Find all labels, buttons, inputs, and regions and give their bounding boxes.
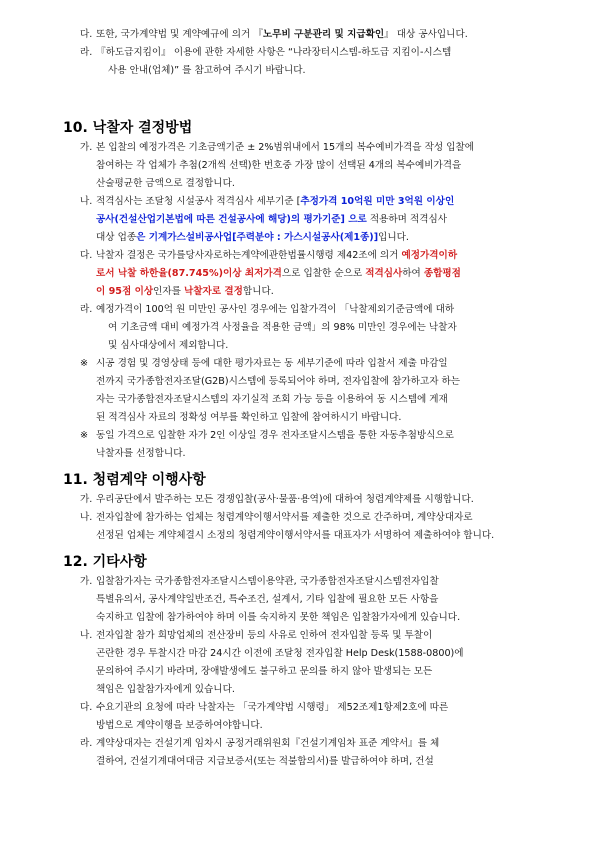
item-marker: 나. bbox=[80, 196, 93, 207]
body-text: 산술평균한 금액으로 결정합니다. bbox=[96, 178, 235, 189]
emphasis-text: 종합평점 bbox=[423, 268, 461, 279]
item-marker: 가. bbox=[80, 576, 93, 587]
text-line bbox=[0, 645, 595, 663]
emphasis-text: 공사(건설산업기본법에 따른 건설공사에 해당)의 평가기준] 으로 bbox=[96, 214, 367, 225]
text-line bbox=[0, 391, 595, 409]
line-text bbox=[96, 26, 468, 44]
line-text bbox=[96, 753, 434, 771]
text-line bbox=[0, 26, 595, 44]
body-text: 본 입찰의 예정가격은 기초금액기준 ± 2%범위내에서 15개의 복수예비가격을 작성 입찰에 bbox=[96, 142, 475, 153]
text-line bbox=[0, 139, 595, 157]
text-line bbox=[0, 627, 595, 645]
line-text bbox=[96, 717, 263, 735]
emphasis-text: 적격심사 bbox=[365, 268, 403, 279]
text-line bbox=[0, 319, 595, 337]
text-line bbox=[0, 509, 595, 527]
line-text bbox=[96, 301, 454, 319]
body-text: 또한, 국가계약법 및 계약예규에 의거 『 bbox=[96, 29, 263, 40]
emphasis-text: 예정가격이하 bbox=[401, 250, 458, 261]
text-line bbox=[0, 301, 595, 319]
body-text: 된 적격심사 자료의 정확성 여부를 확인하고 입찰에 참여하시기 바랍니다. bbox=[96, 412, 402, 423]
line-text bbox=[96, 175, 235, 193]
text-line bbox=[0, 735, 595, 753]
body-text: 적격심사는 조달청 시설공사 적격심사 세부기준 [ bbox=[96, 196, 301, 207]
text-line bbox=[0, 445, 595, 463]
body-text: 으로 입찰한 순으로 bbox=[281, 268, 366, 279]
item-marker: 나. bbox=[80, 630, 93, 641]
text-line bbox=[0, 283, 595, 301]
line-text bbox=[96, 445, 186, 463]
body-text: 곤란한 경우 투찰시간 마감 24시간 이전에 조달청 전자입찰 Help Desk(1588-0800)에 bbox=[96, 648, 464, 659]
item-marker: 라. bbox=[80, 304, 93, 315]
text-line bbox=[0, 591, 595, 609]
line-text bbox=[96, 735, 439, 753]
emphasis-text: 이 95점 이상 bbox=[96, 286, 154, 297]
body-text: 결하여, 건설기계대여대금 지급보증서(또는 적불합의서)를 발급하여야 하며, 건설 bbox=[96, 756, 434, 767]
section-heading: 11. 청렴계약 이행사항 bbox=[63, 472, 206, 488]
line-text bbox=[96, 193, 454, 211]
line-text bbox=[96, 427, 454, 445]
body-text: 및 심사대상에서 제외합니다. bbox=[108, 340, 229, 351]
line-text bbox=[96, 355, 448, 373]
body-text: 합니다. bbox=[242, 286, 274, 297]
item-marker: ※ bbox=[80, 430, 89, 441]
text-line bbox=[0, 62, 595, 80]
item-marker: ※ bbox=[80, 358, 89, 369]
body-text: 참여하는 각 업체가 추첨(2개씩 선택)한 번호중 가장 많이 선택된 4개의 복수예비가격을 bbox=[96, 160, 462, 171]
body-text: 『하도급지킴이』 이용에 관한 자세한 사항은 “나라장터시스템-하도급 지킴이-시스템 bbox=[96, 47, 452, 58]
body-text: 숙지하고 입찰에 참가하여야 하며 이를 숙지하지 못한 책임은 입찰참가자에게 있습니다. bbox=[96, 612, 461, 623]
line-text bbox=[96, 373, 460, 391]
line-text bbox=[96, 409, 401, 427]
line-text bbox=[108, 62, 306, 80]
body-text: 대상 업종 bbox=[96, 232, 137, 243]
item-marker: 가. bbox=[80, 494, 93, 505]
line-text bbox=[96, 663, 432, 681]
line-text bbox=[96, 527, 494, 545]
body-text: 낙찰자 결정은 국가를당사자로하는계약에관한법률시행령 제42조에 의거 bbox=[96, 250, 402, 261]
text-line bbox=[0, 427, 595, 445]
line-text bbox=[96, 509, 473, 527]
line-text bbox=[96, 283, 274, 301]
text-line bbox=[0, 491, 595, 509]
line-text bbox=[96, 139, 474, 157]
emphasis-text: 노무비 구분관리 및 지급확인 bbox=[262, 29, 385, 40]
body-text: 전까지 국가종합전자조달(G2B)시스템에 등록되어야 하며, 전자입찰에 참가하고자 하는 bbox=[96, 376, 461, 387]
section-heading: 12. 기타사항 bbox=[63, 554, 147, 570]
text-line bbox=[0, 699, 595, 717]
line-text bbox=[96, 699, 448, 717]
body-text: 전자입찰에 참가하는 업체는 청렴계약이행서약서를 제출한 것으로 간주하며, 계약상대자로 bbox=[96, 512, 473, 523]
line-text bbox=[108, 319, 457, 337]
body-text: 입니다. bbox=[378, 232, 409, 243]
item-marker: 나. bbox=[80, 512, 93, 523]
body-text: 선정된 업체는 계약체결시 소정의 청렴계약이행서약서를 대표자가 서명하여 제출하여야 합니다. bbox=[96, 530, 495, 541]
text-line bbox=[0, 211, 595, 229]
section-heading: 10. 낙찰자 결정방법 bbox=[63, 120, 193, 136]
line-text bbox=[96, 681, 235, 699]
body-text: 우리공단에서 발주하는 모든 경쟁입찰(공사·물품·용역)에 대하여 청렴계약제를 시행합니다. bbox=[96, 494, 474, 505]
body-text: 특별유의서, 공사계약일반조건, 특수조건, 설계서, 기타 입찰에 필요한 모든 사항을 bbox=[96, 594, 439, 605]
text-line bbox=[0, 753, 595, 771]
text-line bbox=[0, 337, 595, 355]
item-marker: 라. bbox=[80, 47, 93, 58]
text-line bbox=[0, 373, 595, 391]
line-text bbox=[96, 627, 432, 645]
text-line bbox=[0, 247, 595, 265]
item-marker: 라. bbox=[80, 738, 93, 749]
line-text bbox=[96, 211, 447, 229]
body-text: 』 대상 공사입니다. bbox=[384, 29, 468, 40]
line-text bbox=[96, 573, 439, 591]
text-line bbox=[0, 355, 595, 373]
text-line bbox=[0, 681, 595, 699]
line-text bbox=[96, 247, 457, 265]
emphasis-text: 추정가격 10억원 미만 3억원 이상인 bbox=[300, 196, 455, 207]
text-line bbox=[0, 409, 595, 427]
text-line bbox=[0, 527, 595, 545]
text-line bbox=[0, 229, 595, 247]
body-text: 동일 가격으로 입찰한 자가 2인 이상일 경우 전자조달시스템을 통한 자동추첨방식으로 bbox=[96, 430, 454, 441]
item-marker: 다. bbox=[80, 29, 93, 40]
emphasis-text: 낙찰자로 결정 bbox=[183, 286, 243, 297]
text-line bbox=[0, 44, 595, 62]
emphasis-text: 로서 낙찰 하한율(87.745%)이상 최저가격 bbox=[96, 268, 282, 279]
line-text bbox=[96, 609, 460, 627]
body-text: 계약상대자는 건설기계 임차시 공정거래위원회『건설기계임차 표준 계약서』를 체 bbox=[96, 738, 440, 749]
body-text: 사용 안내(업체)” 를 참고하여 주시기 바랍니다. bbox=[108, 65, 306, 76]
item-marker: 다. bbox=[80, 250, 93, 261]
line-text bbox=[96, 44, 451, 62]
body-text: 낙찰자를 선정합니다. bbox=[96, 448, 186, 459]
item-marker: 가. bbox=[80, 142, 93, 153]
body-text: 자는 국가종합전자조달시스템의 자기실적 조회 가능 등을 이용하여 동 시스템에 게재 bbox=[96, 394, 448, 405]
text-line bbox=[0, 609, 595, 627]
body-text: 문의하여 주시기 바라며, 장애발생에도 불구하고 문의를 하지 않아 발생되는 모든 bbox=[96, 666, 433, 677]
body-text: 시공 경험 및 경영상태 등에 대한 평가자료는 동 세부기준에 따라 입찰서 제출 마감일 bbox=[96, 358, 448, 369]
line-text bbox=[96, 391, 448, 409]
line-text bbox=[108, 337, 228, 355]
line-text bbox=[96, 645, 464, 663]
body-text: 전자입찰 참가 희망업체의 전산장비 등의 사유로 인하여 전자입찰 등록 및 투찰이 bbox=[96, 630, 433, 641]
body-text: 인자를 bbox=[153, 286, 184, 297]
text-line bbox=[0, 157, 595, 175]
emphasis-text: 은 기계가스설비공사업[주력분야 : 가스시설공사(제1종)] bbox=[136, 232, 379, 243]
text-line bbox=[0, 175, 595, 193]
body-text: 수요기관의 요청에 따라 낙찰자는 「국가계약법 시행령」 제52조제1항제2호에 따른 bbox=[96, 702, 449, 713]
body-text: 예정가격이 100억 원 미만인 공사인 경우에는 입찰가격이 「낙찰제외기준금액에 대하 bbox=[96, 304, 455, 315]
body-text: 방법으로 계약이행을 보증하여야합니다. bbox=[96, 720, 263, 731]
line-text bbox=[96, 229, 409, 247]
text-line bbox=[0, 663, 595, 681]
text-line bbox=[0, 573, 595, 591]
body-text: 책임은 입찰참가자에게 있습니다. bbox=[96, 684, 235, 695]
body-text: 하여 bbox=[402, 268, 424, 279]
text-line bbox=[0, 193, 595, 211]
line-text bbox=[96, 157, 461, 175]
text-line bbox=[0, 265, 595, 283]
text-line bbox=[0, 717, 595, 735]
body-text: 여 기초금액 대비 예정가격 사정율을 적용한 금액」의 98% 미만인 경우에는 낙찰자 bbox=[108, 322, 457, 333]
item-marker: 다. bbox=[80, 702, 93, 713]
line-text bbox=[96, 265, 461, 283]
line-text bbox=[96, 491, 474, 509]
line-text bbox=[96, 591, 438, 609]
body-text: 적용하며 적격심사 bbox=[366, 214, 448, 225]
body-text: 입찰참가자는 국가종합전자조달시스템이용약관, 국가종합전자조달시스템전자입찰 bbox=[96, 576, 439, 587]
